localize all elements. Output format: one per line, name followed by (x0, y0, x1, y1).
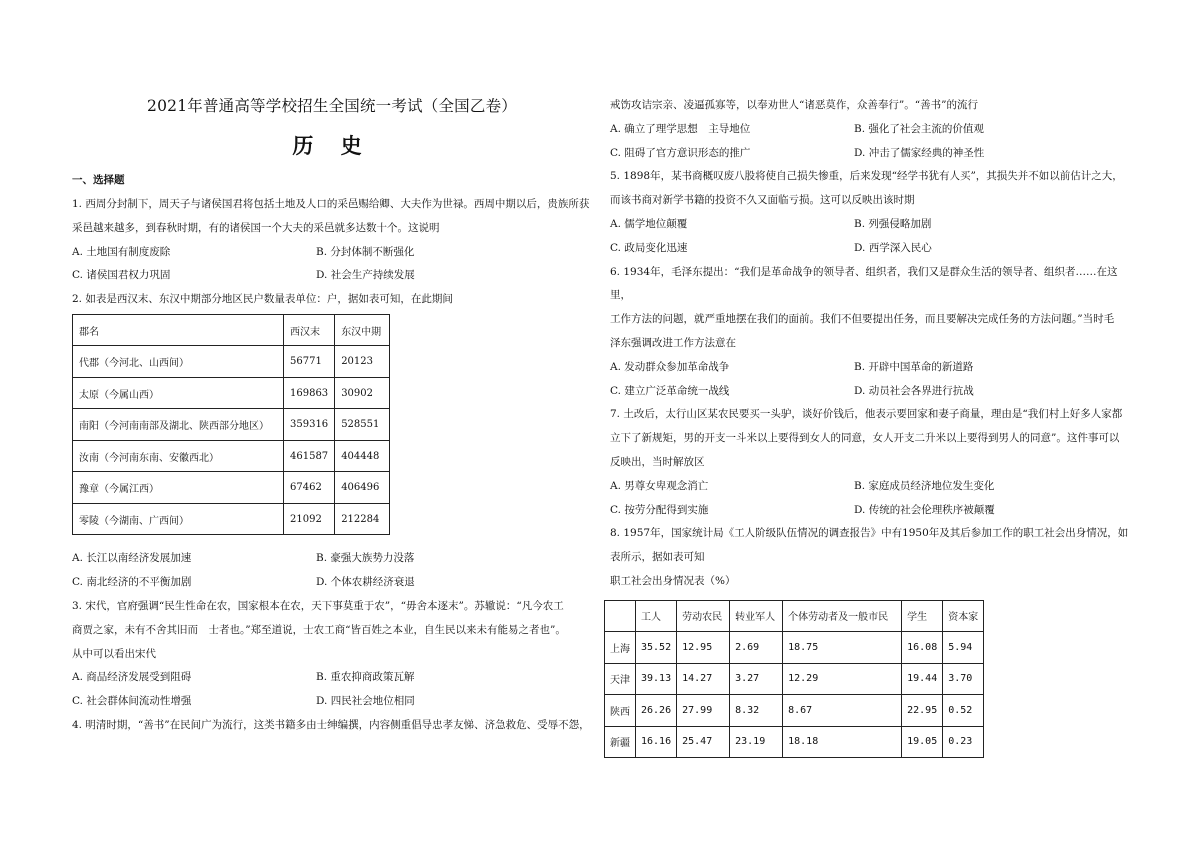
table-row (73, 440, 390, 472)
subject-title: 历 史 (292, 133, 372, 158)
table-header-cell: 西汉末 (284, 314, 335, 346)
table-cell: 汝南（今河南东南、安徽西北） (73, 440, 284, 472)
table-cell: 5.94 (943, 632, 984, 664)
option-c: C. 诸侯国君权力巩固 (72, 269, 171, 282)
table-cell: 39.13 (636, 663, 677, 695)
option-b: B. 强化了社会主流的价值观 (854, 122, 984, 135)
table-header-row (605, 600, 984, 632)
question-4-line: 戒饬攻诘宗亲、凌逼孤寡等，以奉劝世人“诸恶莫作，众善奉行”。“善书”的流行 (610, 99, 978, 111)
question-5-line: 5. 1898年，某书商概叹废八股将使自己损失惨重，后来发现“经学书犹有人买”，其损失并不如以前估计之大， (610, 170, 1123, 183)
question-6-options (610, 356, 1130, 404)
table-cell: 上海 (605, 632, 636, 664)
table-cell: 零陵（今湖南、广西间） (73, 503, 284, 535)
option-d: D. 社会生产持续发展 (316, 269, 415, 282)
table-cell: 406496 (335, 472, 390, 504)
question-4-options (610, 118, 1130, 166)
option-c: C. 按劳分配得到实施 (610, 503, 709, 516)
question-2-stem: 2. 如表是西汉末、东汉中期部分地区民户数量表单位：户，据如表可知，在此期间 (72, 293, 453, 306)
table-cell: 212284 (335, 503, 390, 535)
table-cell: 16.16 (636, 726, 677, 758)
table-row (605, 632, 984, 664)
table-cell: 陕西 (605, 695, 636, 727)
question-4-line: 4. 明清时期，“善书”在民间广为流行，这类书籍多由士绅编撰，内容侧重倡导忠孝友悌、济急救危、受辱不怨， (72, 719, 590, 732)
table-header-cell: 劳动农民 (677, 600, 730, 632)
question-7-line: 7. 土改后，太行山区某农民要买一头驴，谈好价钱后，他表示要回家和妻子商量，理由是“我们村上好多人家都 (610, 408, 1123, 421)
question-3-line: 3. 宋代，官府强调“民生性命在农，国家根本在农，天下事莫重于农”，“毋舍本逐末”。苏辙说：“凡今农工 (72, 600, 564, 613)
question-2 (72, 288, 592, 595)
table-cell: 0.52 (943, 695, 984, 727)
worker-origin-table (604, 600, 984, 759)
table-cell: 67462 (284, 472, 335, 504)
question-3-line: 商贾之家，未有不舍其旧而 士者也。”郑至道说，士农工商“皆百姓之本业，自生民以来未有能易之者也”。 (72, 623, 566, 636)
option-b: B. 家庭成员经济地位发生变化 (854, 479, 995, 492)
table-cell: 22.95 (902, 695, 943, 727)
question-8-line: 表所示，据如表可知 (610, 551, 705, 564)
question-6-line: 工作方法的问题，就严重地摆在我们的面前。我们不但要提出任务，而且要解决完成任务的方法问题。”当时毛 (610, 313, 1115, 326)
table-cell: 18.18 (783, 726, 902, 758)
left-column (72, 94, 592, 738)
table-header-cell: 个体劳动者及一般市民 (783, 600, 902, 632)
option-b: B. 开辟中国革命的新道路 (854, 360, 974, 373)
table-cell: 代郡（今河北、山西间） (73, 346, 284, 378)
table-cell: 21092 (284, 503, 335, 535)
table-cell: 12.29 (783, 663, 902, 695)
table-cell: 8.67 (783, 695, 902, 727)
table-cell: 528551 (335, 409, 390, 441)
table-cell: 8.32 (730, 695, 783, 727)
option-c: C. 南北经济的不平衡加剧 (72, 576, 192, 589)
question-3-line: 从中可以看出宋代 (72, 647, 156, 660)
table-cell: 26.26 (636, 695, 677, 727)
table-cell: 25.47 (677, 726, 730, 758)
question-2-options (72, 547, 592, 595)
table-cell: 35.52 (636, 632, 677, 664)
question-1-line: 采邑越来越多，到春秋时期，有的诸侯国一个大夫的采邑就多达数十个。这说明 (72, 221, 440, 234)
table-caption: 职工社会出身情况表（%） (610, 574, 736, 587)
question-8 (610, 522, 1130, 758)
question-7 (610, 403, 1130, 522)
option-c: C. 阻碍了官方意识形态的推广 (610, 146, 751, 159)
question-8-line: 8. 1957年，国家统计局《工人阶级队伍情况的调查报告》中有1950年及其后参加工作的职工社会出身情况，如 (610, 527, 1129, 540)
table-header-cell: 资本家 (943, 600, 984, 632)
option-a: A. 长江以南经济发展加速 (72, 552, 192, 565)
option-c: C. 政局变化迅速 (610, 241, 688, 254)
option-a: A. 儒学地位颠覆 (610, 217, 688, 230)
option-d: D. 四民社会地位相同 (316, 695, 415, 708)
option-d: D. 个体农耕经济衰退 (316, 576, 415, 589)
table-cell: 3.27 (730, 663, 783, 695)
question-6 (610, 261, 1130, 404)
option-d: D. 冲击了儒家经典的神圣性 (854, 146, 985, 159)
option-a: A. 发动群众参加革命战争 (610, 360, 730, 373)
table-row (73, 472, 390, 504)
question-5-options (610, 213, 1130, 261)
question-1-options (72, 241, 592, 289)
table-cell: 新疆 (605, 726, 636, 758)
table-row (73, 503, 390, 535)
table-header-cell: 工人 (636, 600, 677, 632)
table-cell: 20123 (335, 346, 390, 378)
table-row (73, 346, 390, 378)
table-cell: 30902 (335, 377, 390, 409)
exam-title: 2021年普通高等学校招生全国统一考试（全国乙卷） (147, 97, 517, 115)
question-4 (610, 94, 1130, 165)
option-c: C. 社会群体间流动性增强 (72, 695, 192, 708)
question-3-options (72, 666, 592, 714)
option-b: B. 豪强大族势力没落 (316, 552, 415, 565)
option-b: B. 列强侵略加剧 (854, 217, 932, 230)
table-header-cell (605, 600, 636, 632)
table-cell: 461587 (284, 440, 335, 472)
right-column (610, 94, 1130, 758)
table-cell: 169863 (284, 377, 335, 409)
option-d: D. 动员社会各界进行抗战 (854, 384, 974, 397)
question-5 (610, 165, 1130, 260)
question-6-line: 泽东强调改进工作方法意在 (610, 336, 736, 349)
table-cell: 404448 (335, 440, 390, 472)
option-a: A. 男尊女卑观念消亡 (610, 479, 709, 492)
option-b: B. 分封体制不断强化 (316, 245, 415, 258)
table-row (73, 377, 390, 409)
option-c: C. 建立广泛革命统一战线 (610, 384, 730, 397)
household-table (72, 314, 390, 536)
option-a: A. 土地国有制度废除 (72, 245, 171, 258)
table-row (605, 726, 984, 758)
table-row (605, 663, 984, 695)
table-cell: 豫章（今属江西） (73, 472, 284, 504)
table-cell: 14.27 (677, 663, 730, 695)
table-header-row (73, 314, 390, 346)
table-cell: 23.19 (730, 726, 783, 758)
question-7-line: 反映出，当时解放区 (610, 455, 705, 468)
option-d: D. 西学深入民心 (854, 241, 932, 254)
table-cell: 27.99 (677, 695, 730, 727)
table-cell: 16.08 (902, 632, 943, 664)
table-cell: 3.70 (943, 663, 984, 695)
table-header-cell: 学生 (902, 600, 943, 632)
table-cell: 太原（今属山西） (73, 377, 284, 409)
table-cell: 2.69 (730, 632, 783, 664)
table-cell: 12.95 (677, 632, 730, 664)
table-cell: 359316 (284, 409, 335, 441)
option-b: B. 重农抑商政策瓦解 (316, 671, 415, 684)
question-7-options (610, 475, 1130, 523)
question-1 (72, 193, 592, 288)
table-header-cell: 郡名 (73, 314, 284, 346)
table-cell: 19.44 (902, 663, 943, 695)
table-header-cell: 东汉中期 (335, 314, 390, 346)
table-cell: 南阳（今河南南部及湖北、陕西部分地区） (73, 409, 284, 441)
option-d: D. 传统的社会伦理秩序被颠覆 (854, 503, 995, 516)
question-7-line: 立下了新规矩，男的开支一斗米以上要得到女人的同意，女人开支二升米以上要得到男人的同意”。这件事可以 (610, 432, 1120, 445)
option-a: A. 确立了理学思想 主导地位 (610, 122, 751, 135)
section-heading: 一、选择题 (72, 174, 125, 186)
question-6-line: 6. 1934年，毛泽东提出：“我们是革命战争的领导者、组织者，我们又是群众生活的领导者、组织者……在这里， (610, 265, 1118, 302)
table-row (73, 409, 390, 441)
table-cell: 天津 (605, 663, 636, 695)
question-5-line: 而该书商对新学书籍的投资不久又面临亏损。这可以反映出该时期 (610, 194, 915, 207)
table-cell: 0.23 (943, 726, 984, 758)
table-row (605, 695, 984, 727)
question-3 (72, 595, 592, 714)
option-a: A. 商品经济发展受到阻碍 (72, 671, 192, 684)
question-1-line: 1. 西周分封制下，周天子与诸侯国君将包括土地及人口的采邑赐给卿、大夫作为世禄。西周中期以后，贵族所获 (72, 198, 590, 210)
table-cell: 18.75 (783, 632, 902, 664)
table-cell: 19.05 (902, 726, 943, 758)
table-header-cell: 转业军人 (730, 600, 783, 632)
table-cell: 56771 (284, 346, 335, 378)
